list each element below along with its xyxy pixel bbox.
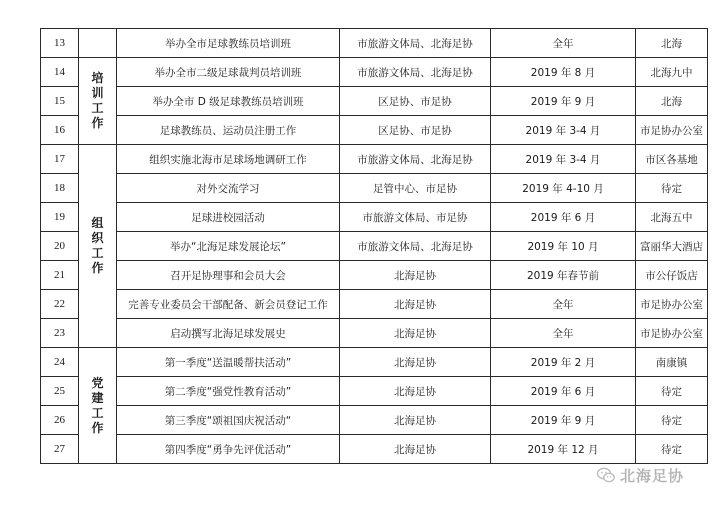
- unit-cell: 北海足协: [340, 406, 491, 435]
- task-cell: 举办“北海足球发展论坛”: [117, 232, 340, 261]
- row-number-cell: 25: [41, 377, 79, 406]
- time-cell: 2019 年 12 月: [491, 435, 636, 464]
- unit-cell: 北海足协: [340, 290, 491, 319]
- time-cell: 2019 年春节前: [491, 261, 636, 290]
- place-cell: 待定: [636, 406, 708, 435]
- unit-cell: 区足协、市足协: [340, 116, 491, 145]
- table-row: [41, 29, 708, 58]
- wechat-icon: [596, 465, 616, 485]
- time-cell: 2019 年 3-4 月: [491, 116, 636, 145]
- category-char: 工: [91, 246, 104, 260]
- place-cell: 北海: [636, 29, 708, 58]
- table-row: [41, 58, 708, 87]
- time-cell: 2019 年 8 月: [491, 58, 636, 87]
- unit-cell: 区足协、市足协: [340, 87, 491, 116]
- watermark: [596, 462, 706, 488]
- row-number-cell: 17: [41, 145, 79, 174]
- task-cell: 召开足协理事和会员大会: [117, 261, 340, 290]
- place-cell: 市足协办公室: [636, 319, 708, 348]
- category-char: 培: [91, 71, 104, 85]
- category-char: 织: [91, 231, 104, 245]
- time-cell: 2019 年 6 月: [491, 203, 636, 232]
- place-cell: 北海: [636, 87, 708, 116]
- place-cell: 待定: [636, 435, 708, 464]
- task-cell: 举办全市 D 级足球教练员培训班: [117, 87, 340, 116]
- task-cell: 第四季度“勇争先评优活动”: [117, 435, 340, 464]
- place-cell: 待定: [636, 174, 708, 203]
- row-number-cell: 19: [41, 203, 79, 232]
- row-number-cell: 13: [41, 29, 79, 58]
- schedule-table: [40, 28, 708, 464]
- table-row: [41, 145, 708, 174]
- schedule-sheet: [40, 28, 708, 464]
- category-cell-party: [79, 348, 117, 464]
- category-cell-empty: [79, 29, 117, 58]
- unit-cell: 北海足协: [340, 435, 491, 464]
- time-cell: 2019 年 4-10 月: [491, 174, 636, 203]
- row-number-cell: 23: [41, 319, 79, 348]
- place-cell: 北海九中: [636, 58, 708, 87]
- table-row: [41, 377, 708, 406]
- time-cell: 全年: [491, 319, 636, 348]
- table-row: [41, 203, 708, 232]
- row-number-cell: 27: [41, 435, 79, 464]
- task-cell: 对外交流学习: [117, 174, 340, 203]
- place-cell: 市足协办公室: [636, 116, 708, 145]
- task-cell: 组织实施北海市足球场地调研工作: [117, 145, 340, 174]
- category-char: 组: [91, 216, 104, 230]
- row-number-cell: 16: [41, 116, 79, 145]
- task-cell: 足球教练员、运动员注册工作: [117, 116, 340, 145]
- unit-cell: 市旅游文体局、北海足协: [340, 145, 491, 174]
- table-row: [41, 435, 708, 464]
- row-number-cell: 24: [41, 348, 79, 377]
- table-row: [41, 319, 708, 348]
- unit-cell: 市旅游文体局、北海足协: [340, 232, 491, 261]
- task-cell: 举办全市二级足球裁判员培训班: [117, 58, 340, 87]
- table-row: [41, 116, 708, 145]
- place-cell: 南康镇: [636, 348, 708, 377]
- unit-cell: 市旅游文体局、北海足协: [340, 29, 491, 58]
- watermark-text: 北海足协: [620, 467, 685, 485]
- table-row: [41, 348, 708, 377]
- row-number-cell: 20: [41, 232, 79, 261]
- row-number-cell: 14: [41, 58, 79, 87]
- unit-cell: 市旅游文体局、北海足协: [340, 58, 491, 87]
- category-char: 工: [91, 405, 104, 420]
- category-char: 工: [91, 101, 104, 115]
- table-row: [41, 261, 708, 290]
- category-cell-training: [79, 58, 117, 145]
- place-cell: 市足协办公室: [636, 290, 708, 319]
- place-cell: 市公仔饭店: [636, 261, 708, 290]
- place-cell: 富丽华大酒店: [636, 232, 708, 261]
- time-cell: 2019 年 9 月: [491, 406, 636, 435]
- time-cell: 全年: [491, 29, 636, 58]
- time-cell: 2019 年 2 月: [491, 348, 636, 377]
- row-number-cell: 21: [41, 261, 79, 290]
- task-cell: 完善专业委员会干部配备、新会员登记工作: [117, 290, 340, 319]
- unit-cell: 市旅游文体局、市足协: [340, 203, 491, 232]
- task-cell: 足球进校园活动: [117, 203, 340, 232]
- row-number-cell: 26: [41, 406, 79, 435]
- place-cell: 北海五中: [636, 203, 708, 232]
- table-row: [41, 232, 708, 261]
- category-char: 训: [91, 86, 104, 100]
- time-cell: 2019 年 9 月: [491, 87, 636, 116]
- unit-cell: 北海足协: [340, 319, 491, 348]
- row-number-cell: 22: [41, 290, 79, 319]
- table-row: [41, 87, 708, 116]
- unit-cell: 北海足协: [340, 261, 491, 290]
- row-number-cell: 18: [41, 174, 79, 203]
- unit-cell: 足管中心、市足协: [340, 174, 491, 203]
- category-char: 建: [91, 390, 104, 405]
- table-row: [41, 406, 708, 435]
- table-row: [41, 174, 708, 203]
- category-cell-organization: [79, 145, 117, 348]
- place-cell: 待定: [636, 377, 708, 406]
- category-char: 党: [91, 375, 104, 390]
- category-char: 作: [91, 420, 104, 435]
- task-cell: 启动撰写北海足球发展史: [117, 319, 340, 348]
- row-number-cell: 15: [41, 87, 79, 116]
- unit-cell: 北海足协: [340, 377, 491, 406]
- task-cell: 第一季度“送温暖帮扶活动”: [117, 348, 340, 377]
- task-cell: 举办全市足球教练员培训班: [117, 29, 340, 58]
- table-row: [41, 290, 708, 319]
- time-cell: 2019 年 10 月: [491, 232, 636, 261]
- unit-cell: 北海足协: [340, 348, 491, 377]
- time-cell: 全年: [491, 290, 636, 319]
- category-char: 作: [91, 116, 104, 130]
- task-cell: 第二季度“强党性教育活动”: [117, 377, 340, 406]
- place-cell: 市区各基地: [636, 145, 708, 174]
- time-cell: 2019 年 6 月: [491, 377, 636, 406]
- task-cell: 第三季度“颂祖国庆祝活动“: [117, 406, 340, 435]
- time-cell: 2019 年 3-4 月: [491, 145, 636, 174]
- category-char: 作: [91, 261, 104, 275]
